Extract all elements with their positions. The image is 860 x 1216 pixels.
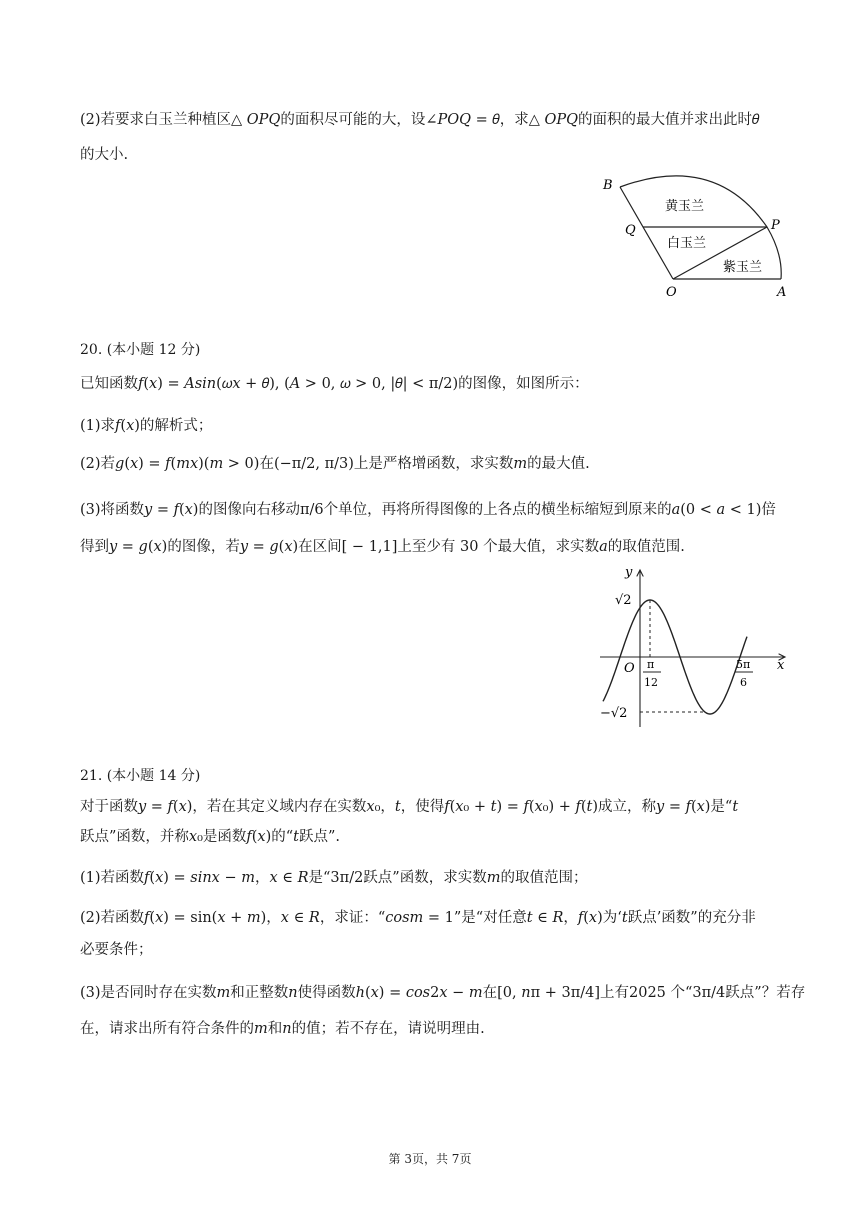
q20-part1: (1)求𝑓(𝑥)的解析式； bbox=[80, 418, 213, 434]
q21-heading: 21. (本小题 14 分) bbox=[80, 768, 201, 784]
page-footer: 第 3页，共 7页 bbox=[388, 1152, 472, 1166]
q21-part2-line1: (2)若函数𝑓(𝑥) = sin(𝑥 + 𝑚)，𝑥 ∈ 𝑅，求证：“𝑐𝑜𝑠𝑚 = 1”是“对任意𝑡 ∈ 𝑅，𝑓(𝑥)为‘𝑡跃点’函数”的充分非 bbox=[80, 910, 756, 926]
label-y: y bbox=[625, 565, 633, 580]
q21-part3-line2: 在，请求出所有符合条件的𝑚和𝑛的值；若不存在，请说明理由. bbox=[80, 1021, 485, 1037]
label-sqrt2: √2 bbox=[615, 593, 632, 608]
region-yellow-magnolia: 黄玉兰 bbox=[665, 199, 705, 214]
tick-pi-over-12-num: π bbox=[647, 658, 655, 671]
q21-part2-line2: 必要条件； bbox=[80, 942, 153, 958]
tick-5pi-over-6-den: 6 bbox=[740, 676, 747, 689]
label-neg-sqrt2: −√2 bbox=[600, 706, 628, 721]
q21-part3-line1: (3)是否同时存在实数𝑚和正整数𝑛使得函数ℎ(𝑥) = 𝑐𝑜𝑠2𝑥 − 𝑚在[0, 𝑛π + 3π/4]上有2025 个“3π/4跃点”？若存 bbox=[80, 985, 806, 1001]
q20-heading: 20. (本小题 12 分) bbox=[80, 342, 201, 358]
q20-part3-line1: (3)将函数𝑦 = 𝑓(𝑥)的图像向右移动π/6个单位，再将所得图像的上各点的横坐标缩短到原来的𝑎(0 < 𝑎 < 1)倍 bbox=[80, 502, 776, 518]
label-O: O bbox=[666, 285, 677, 300]
label-A: A bbox=[777, 285, 787, 300]
tick-5pi-over-6-num: 5π bbox=[736, 658, 751, 671]
label-P: P bbox=[771, 218, 780, 233]
q19-part2-line2: 的大小. bbox=[80, 147, 129, 163]
q19-garden-figure bbox=[595, 172, 795, 302]
q21-intro-line1: 对于函数𝑦 = 𝑓(𝑥)，若在其定义域内存在实数𝑥₀，𝑡，使得𝑓(𝑥₀ + 𝑡) = 𝑓(𝑥₀) + 𝑓(𝑡)成立，称𝑦 = 𝑓(𝑥)是“𝑡 bbox=[80, 799, 739, 815]
label-x: x bbox=[777, 658, 785, 673]
label-B: B bbox=[603, 178, 613, 193]
region-white-magnolia: 白玉兰 bbox=[667, 236, 707, 251]
label-Q: Q bbox=[625, 223, 636, 238]
q20-part2: (2)若𝑔(𝑥) = 𝑓(𝑚𝑥)(𝑚 > 0)在(−π/2, π/3)上是严格增函数，求实数𝑚的最大值. bbox=[80, 456, 590, 472]
q20-part3-line2: 得到𝑦 = 𝑔(𝑥)的图像，若𝑦 = 𝑔(𝑥)在区间[ − 1,1]上至少有 30 个最大值，求实数𝑎的取值范围. bbox=[80, 539, 685, 555]
q21-intro-line2: 跃点”函数，并称𝑥₀是函数𝑓(𝑥)的“𝑡跃点”. bbox=[80, 829, 341, 845]
region-purple-magnolia: 紫玉兰 bbox=[723, 260, 763, 275]
label-origin: O bbox=[624, 661, 635, 676]
q20-sine-graph bbox=[595, 562, 795, 732]
q19-part2-line1: (2)若要求白玉兰种植区△ 𝑂𝑃𝑄的面积尽可能的大，设∠𝑃𝑂𝑄 = 𝜃，求△ 𝑂𝑃𝑄的面积的最大值并求出此时𝜃 bbox=[80, 112, 760, 128]
tick-pi-over-12-den: 12 bbox=[644, 676, 658, 689]
q20-intro: 已知函数𝑓(𝑥) = 𝐴𝑠𝑖𝑛(𝜔𝑥 + 𝜃), (𝐴 > 0, 𝜔 > 0, |𝜃| < π/2)的图像，如图所示： bbox=[80, 376, 589, 392]
q21-part1: (1)若函数𝑓(𝑥) = 𝑠𝑖𝑛𝑥 − 𝑚，𝑥 ∈ 𝑅是“3π/2跃点”函数，求实数𝑚的取值范围； bbox=[80, 870, 588, 886]
